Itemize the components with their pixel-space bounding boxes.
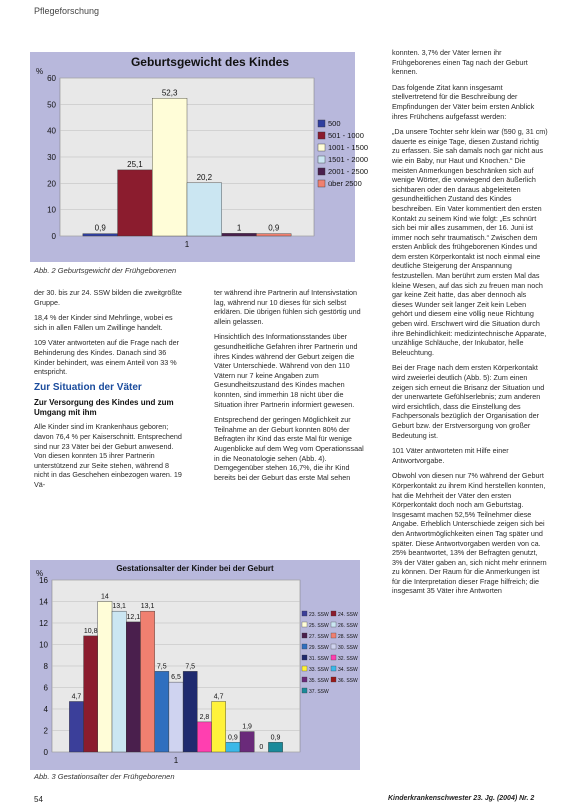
bar-data-label: 20,2 [196, 172, 213, 182]
y-tick-label: 6 [43, 683, 48, 693]
legend-label: 1001 - 1500 [328, 143, 369, 152]
text-column-3 [392, 48, 548, 602]
bar-data-label: 2,8 [199, 713, 210, 721]
legend-swatch [302, 688, 307, 693]
bar-data-label: 1 [236, 223, 242, 233]
x-tick-label: 1 [173, 756, 179, 765]
y-axis-label: % [36, 569, 44, 578]
y-tick-label: 8 [43, 662, 48, 671]
paragraph: der 30. bis zur 24. SSW bilden die zweitgrößte Gruppe. [34, 288, 182, 307]
bar [169, 682, 183, 752]
chart-title: Geburtsgewicht des Kindes [130, 55, 290, 69]
legend-label: 36. SSW [338, 678, 358, 684]
legend-label: 28. SSW [338, 634, 358, 640]
bar-data-label: 6,5 [171, 674, 181, 682]
legend-swatch [331, 644, 336, 649]
bar-data-label: 0,9 [228, 734, 238, 742]
bar-data-label: 14 [101, 593, 109, 601]
bar [183, 671, 197, 752]
legend-label: 29. SSW [309, 645, 329, 651]
subsection-heading: Zur Versorgung des Kindes und zum Umgang mit ihm [34, 398, 174, 418]
y-tick-label: 2 [43, 726, 48, 736]
legend-label: 23. SSW [309, 612, 329, 618]
legend-swatch [331, 611, 336, 616]
legend-swatch [331, 622, 336, 627]
legend-label: 30. SSW [338, 645, 358, 651]
bar-data-label: 4,7 [213, 693, 224, 701]
bar [222, 233, 257, 236]
legend-label: 27. SSW [309, 634, 329, 640]
bar-data-label: 0,9 [94, 223, 106, 233]
bar-data-label: 7,5 [156, 663, 167, 671]
y-tick-label: 10 [39, 640, 48, 650]
bar-data-label: 13,1 [112, 603, 126, 611]
legend-label: 26. SSW [338, 623, 358, 629]
legend-label: 35. SSW [309, 678, 329, 684]
quote-paragraph: „Da unsere Tochter sehr klein war (590 g, 31 cm) dauerte es einige Tage, diesen Zustand richtig zu erfassen. Sie sah damals noch gar nicht aus wie ein Baby, nur Haut und Knochen.“ Die meisten Anmerkungen beschränken sich auf wenige Wörter, die vorwiegend den äußerlich sichtbaren oder den daraus abgeleiteten gesundheitlichen Zustand des Kindes beschreiben. Ein Vater kommentiert den ersten Kontakt zu seinem Kind wie folgt: „Es schnürt sich bei mir alles zusammen, der 16. Juni ist immer noch sehr traumatisch.“ Zwischen dem ersten Anblick des frühgeborenen Kindes und dem ersten Körperkontakt ist noch einmal eine deutliche Steigerung der Anspannung festzustellen. Man berührt zum ersten Mal das kleine Wesen, auf das sich zu freuen man noch gar keine Zeit hatte, das aber dennoch als dieses Wunder seit langer Zeit kein Leben gehört und diesem eine völlig neue Richtung geben wird. Erschwert wird die Situation durch ihre Behindlichkeit: medizintechnische Apparate, unzählige Schläuche, der Inkubator, helle Beleuchtung. [392, 127, 548, 357]
legend-label: 501 - 1000 [328, 131, 364, 140]
legend-swatch [318, 156, 325, 163]
chart-gestational-age [30, 560, 360, 770]
legend-label: 2001 - 2500 [328, 167, 369, 176]
text-column-2 [214, 288, 364, 488]
bar-data-label: 0 [259, 744, 264, 751]
y-tick-label: 60 [47, 74, 56, 83]
y-tick-label: 12 [39, 619, 48, 628]
legend-swatch [331, 677, 336, 682]
y-tick-label: 16 [39, 576, 48, 585]
bar-data-label: 7,5 [185, 663, 196, 671]
bar-data-label: 25,1 [127, 159, 143, 169]
y-tick-label: 40 [47, 126, 56, 136]
legend-label: 25. SSW [309, 623, 329, 629]
paragraph: Das folgende Zitat kann insgesamt stellvertretend für die Beschreibung der Empfindungen der Väter beim ersten Anblick ihres Frühchens aufgefasst werden: [392, 82, 535, 121]
figure-2-caption: Abb. 2 Geburtsgewicht der Frühgeborenen [34, 266, 177, 275]
legend-swatch [318, 144, 325, 151]
paragraph: konnten. 3,7% der Väter lernen ihr Frühgeborenes einen Tag nach der Geburt kennen. [392, 48, 528, 77]
legend-swatch [302, 611, 307, 616]
bar-data-label: 13,1 [140, 603, 155, 611]
bar-data-label: 52,3 [161, 88, 178, 98]
legend-swatch [318, 168, 325, 175]
legend-label: 24. SSW [338, 612, 358, 618]
paragraph: Alle Kinder sind im Krankenhaus geboren; davon 76,4 % per Kaiserschnitt. Entsprechend sind nur 23 Väter bei der Geburt anwesend. Von diesen konnten 15 ihrer Partnerin unterstützend zur Seite stehen, während 8 nicht in das Geschehen einbezogen waren. 19 Vä- [34, 422, 182, 489]
paragraph: Bei der Frage nach dem ersten Körperkontakt wird zweierlei deutlich (Abb. 5): Zum einen zeigen sich erneut die Brisanz der Situation und der unerwartete Gefühlserlebnis; zum anderen wird ersichtlich, dass die Einstellung des Fachpersonals bezüglich der Organisation der Geburt bzw. der Erstversorgung von großer Bedeutung ist. [392, 363, 545, 440]
page-number: 54 [34, 795, 43, 804]
legend-swatch [302, 677, 307, 682]
legend-label: 32. SSW [338, 656, 358, 662]
paragraph: 109 Väter antworteten auf die Frage nach der Behinderung des Kindes. Danach sind 36 Kinder behindert, was einem Anteil von 33 % entspricht. [34, 338, 180, 377]
y-tick-label: 4 [43, 705, 48, 714]
legend-swatch [318, 180, 325, 187]
bar [212, 701, 226, 752]
bar [84, 636, 98, 752]
bar [197, 722, 211, 752]
bar [69, 701, 83, 752]
paragraph: Hinsichtlich des Informationsstandes über gesundheitliche Gefahren ihrer Partnerin und ihres Kindes während der Geburt zeigen die Väter Unterschiede. Während von den 110 Vätern nur 7 keine Angaben zum Gesundheitszustand des Kindes machen konnten, sind immerhin 18 nicht über die Situation ihrer Partnerin informiert gewesen. [214, 332, 358, 409]
legend-swatch [331, 666, 336, 671]
bar [126, 622, 140, 752]
section-heading: Zur Situation der Väter [34, 381, 142, 393]
bar [268, 742, 282, 752]
bar [98, 602, 112, 753]
bar [240, 732, 254, 752]
journal-footer: Kinderkrankenschwester 23. Jg. (2004) Nr. 2 [388, 795, 535, 802]
legend-swatch [302, 655, 307, 660]
legend-swatch [302, 622, 307, 627]
legend-swatch [331, 655, 336, 660]
paragraph: 101 Väter antworteten mit Hilfe einer Antwortvorgabe. [392, 446, 509, 465]
x-tick-label: 1 [184, 240, 190, 249]
section-header: Pflegeforschung [34, 6, 100, 16]
bar-data-label: 0,9 [270, 734, 281, 742]
y-tick-label: 20 [47, 179, 56, 189]
legend-swatch [318, 132, 325, 139]
bar-data-label: 1,9 [242, 723, 252, 731]
legend-swatch [318, 120, 325, 127]
bar [187, 183, 222, 236]
y-axis-label: % [36, 67, 44, 76]
bar [226, 742, 240, 752]
y-tick-label: 0 [51, 232, 56, 241]
bar-data-label: 10,8 [83, 627, 98, 635]
bar [256, 234, 291, 236]
legend-swatch [302, 666, 307, 671]
legend-label: 34. SSW [338, 667, 358, 673]
legend-label: über 2500 [328, 179, 362, 188]
y-tick-label: 10 [47, 205, 56, 215]
bar-data-label: 0,9 [268, 223, 280, 233]
y-tick-label: 30 [47, 153, 56, 162]
bar [155, 671, 169, 752]
bar-data-label: 4,7 [71, 693, 82, 701]
legend-swatch [302, 644, 307, 649]
legend-label: 33. SSW [309, 667, 329, 673]
legend-label: 37. SSW [309, 689, 329, 695]
paragraph: Entsprechend der geringen Möglichkeit zur Teilnahme an der Geburt konnten 80% der Befragten ihr Kind das erste Mal für wenige Augenblicke auf dem Weg vom Operationssaal in die Neonatologie sehen (Abb. 4). Demgegenüber stehen 16,7%, die ihr Kind bereits bei der Geburt das erste Mal sehen [214, 415, 364, 482]
bar [118, 170, 153, 236]
legend-label: 31. SSW [309, 656, 329, 662]
paragraph: ter während ihre Partnerin auf Intensivstation lag, während nur 10 dieses für sich selbst erklären. Die übrigen fühlen sich gestörtig und allein gelassen. [214, 288, 361, 326]
bar [140, 611, 154, 752]
text-column-1 [34, 288, 186, 496]
chart-birth-weight [30, 52, 369, 262]
legend-label: 500 [328, 119, 341, 128]
bar [152, 98, 187, 236]
bar-data-label: 12,1 [126, 613, 141, 621]
bar [83, 234, 118, 236]
chart-title: Gestationsalter der Kinder bei der Geburt [116, 564, 274, 573]
figure-3-caption: Abb. 3 Gestationsalter der Frühgeborenen [34, 772, 175, 781]
y-tick-label: 50 [47, 100, 56, 110]
y-tick-label: 0 [43, 748, 48, 757]
legend-swatch [331, 633, 336, 638]
bar [112, 611, 126, 752]
legend-swatch [302, 633, 307, 638]
legend-label: 1501 - 2000 [328, 155, 369, 164]
y-tick-label: 14 [39, 597, 48, 607]
paragraph: 18,4 % der Kinder sind Mehrlinge, wobei es sich in allen Fällen um Zwillinge handelt. [34, 313, 173, 332]
paragraph: Obwohl von diesen nur 7% während der Geburt Körperkontakt zu ihrem Kind herstellen konnten, hat die Mehrheit der Väter den ersten Körperkontakt doch noch am Geburtstag. Insgesamt machen 52,5% Teilnehmer diese Angabe. Erheblich Unterschiede zeigen sich bei den Antwortmöglichkeiten einen Tag später und später. Diese Antwortvorgaben werden von ca. 25% beantwortet, 13% der Befragten genutzt, 3% der Väter gaben an, sich nicht mehr erinnern zu können. Der Raum für die Anmerkungen ist für die Interpretation dieser Frage hilfreich; die insgesamt 35 Väter ihre Antworten [392, 471, 547, 596]
